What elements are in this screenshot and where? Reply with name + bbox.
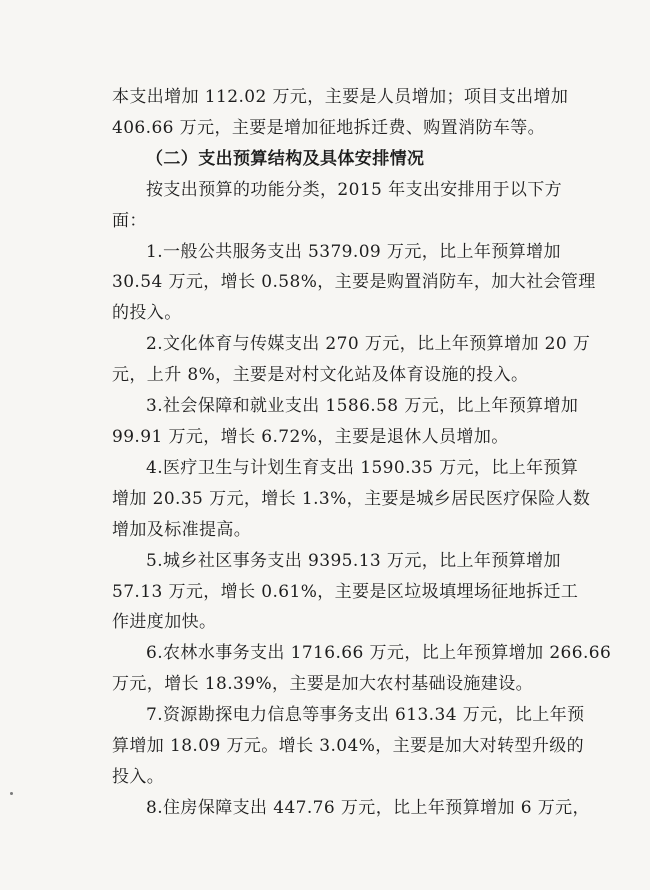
- text-line: 99.91 万元，增长 6.72%，主要是退休人员增加。: [112, 426, 509, 447]
- text-line: 8.住房保障支出 447.76 万元，比上年预算增加 6 万元，: [146, 797, 590, 818]
- text-line: 7.资源勘探电力信息等事务支出 613.34 万元，比上年预: [146, 705, 585, 726]
- text-line: 的投入。: [112, 303, 182, 324]
- text-line: 406.66 万元，主要是增加征地拆迁费、购置消防车等。: [112, 117, 546, 138]
- text-line: 投入。: [112, 766, 165, 787]
- text-line: 万元，增长 18.39%，主要是加大农村基础设施建设。: [112, 674, 534, 695]
- text-block: [112, 82, 612, 824]
- text-line: 本支出增加 112.02 万元，主要是人员增加；项目支出增加: [112, 87, 569, 107]
- text-line: 面：: [112, 210, 147, 231]
- text-line: 作进度加快。: [112, 612, 217, 633]
- text-line: 3.社会保障和就业支出 1586.58 万元，比上年预算增加: [146, 396, 579, 417]
- text-line: 4.医疗卫生与计划生育支出 1590.35 万元，比上年预算: [146, 457, 579, 478]
- text-line: 30.54 万元，增长 0.58%，主要是购置消防车，加大社会管理: [112, 272, 596, 293]
- text-line: 1.一般公共服务支出 5379.09 万元，比上年预算增加: [146, 241, 561, 262]
- text-line: 2.文化体育与传媒支出 270 万元，比上年预算增加 20 万: [146, 334, 591, 355]
- text-line: 增加 20.35 万元，增长 1.3%，主要是城乡居民医疗保险人数: [112, 488, 591, 509]
- text-line: 按支出预算的功能分类，2015 年支出安排用于以下方: [146, 179, 563, 200]
- text-line: 算增加 18.09 万元。增长 3.04%，主要是加大对转型升级的: [112, 736, 585, 757]
- text-line: 6.农林水事务支出 1716.66 万元，比上年预算增加 266.66: [146, 643, 612, 664]
- text-line: 元，上升 8%，主要是对村文化站及体育设施的投入。: [112, 365, 529, 386]
- scan-speck: [10, 792, 13, 795]
- section-heading: （二）支出预算结构及具体安排情况: [146, 148, 425, 169]
- text-line: 5.城乡社区事务支出 9395.13 万元，比上年预算增加: [146, 550, 561, 571]
- text-line: 57.13 万元，增长 0.61%，主要是区垃圾填埋场征地拆迁工: [112, 581, 579, 602]
- text-line: 增加及标准提高。: [112, 519, 252, 540]
